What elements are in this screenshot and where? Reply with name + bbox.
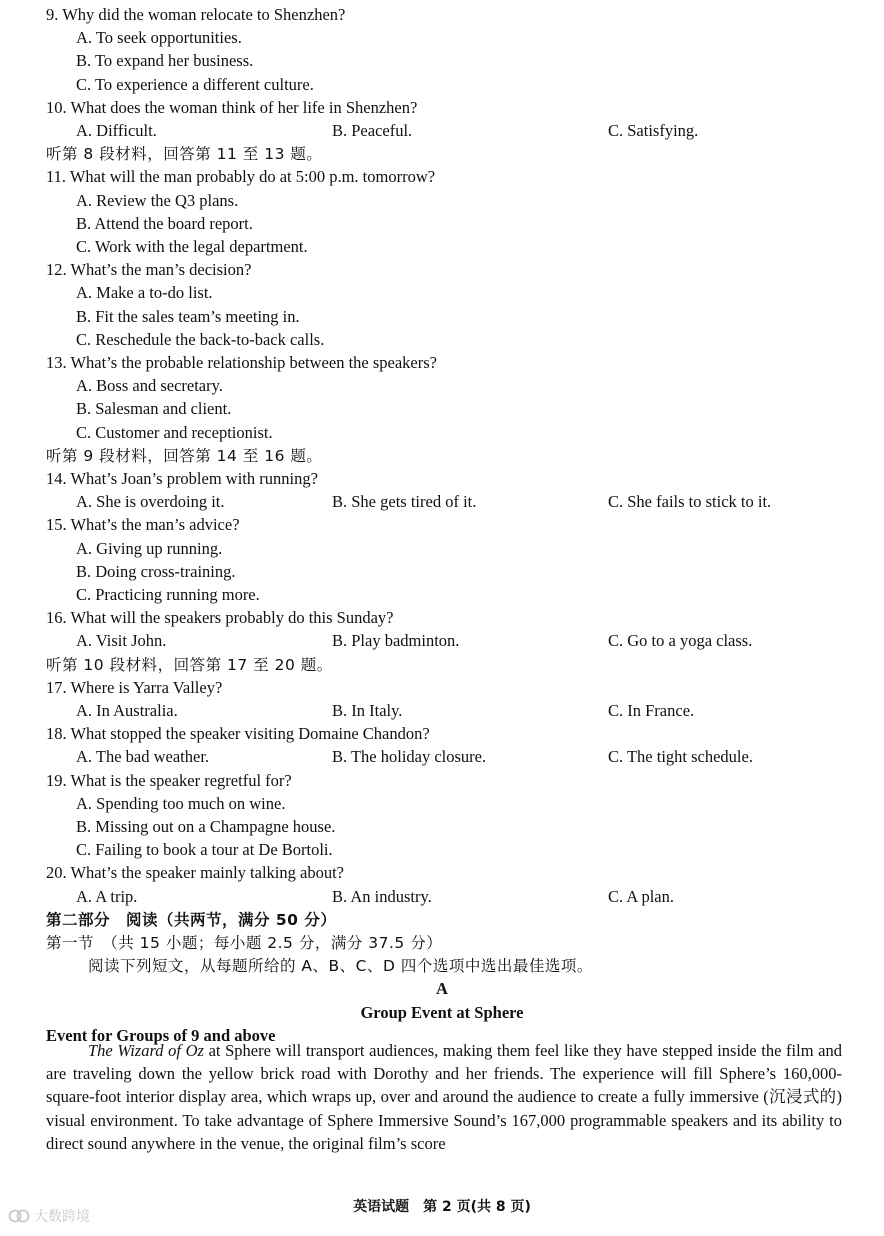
answer-option: B. She gets tired of it. [332, 492, 477, 512]
listening-section-heading: 听第 10 段材料，回答第 17 至 20 题。 [46, 655, 333, 674]
answer-option: A. Boss and secretary. [76, 376, 223, 396]
question-stem: 19. What is the speaker regretful for? [46, 770, 292, 790]
answer-option: C. Customer and receptionist. [76, 422, 273, 442]
answer-option: A. Giving up running. [76, 538, 223, 558]
answer-option: B. Peaceful. [332, 121, 413, 140]
answer-option: B. In Italy. [332, 701, 403, 720]
answer-option: B. An industry. [332, 886, 432, 906]
answer-option: A. Make a to-do list. [76, 283, 213, 303]
passage-title: Group Event at Sphere [360, 1002, 524, 1022]
answer-option: C. Failing to book a tour at De Bortoli. [76, 840, 333, 860]
instruction: 阅读下列短文，从每题所给的 A、B、C、D 四个选项中选出最佳选项。 [88, 957, 593, 976]
answer-option: C. The tight schedule. [608, 747, 753, 767]
answer-option: C. Go to a yoga class. [608, 631, 753, 651]
passage-italic-title: The Wizard of Oz [88, 1041, 204, 1060]
answer-option: B. To expand her business. [76, 51, 254, 71]
answer-option: A. Visit John. [76, 631, 167, 651]
watermark-text: 大数跨境 [34, 1209, 90, 1225]
question-stem: 20. What’s the speaker mainly talking about? [46, 863, 344, 883]
answer-option: A. Review the Q3 plans. [76, 190, 239, 210]
answer-option: B. Fit the sales team’s meeting in. [76, 306, 300, 326]
question-stem: 9. Why did the woman relocate to Shenzhen? [46, 5, 346, 24]
answer-option: C. To experience a different culture. [76, 74, 314, 94]
answer-option: B. The holiday closure. [332, 747, 487, 767]
answer-option: A. Difficult. [76, 121, 157, 140]
answer-option: B. Doing cross-training. [76, 561, 236, 581]
question-stem: 17. Where is Yarra Valley? [46, 677, 223, 697]
question-stem: 12. What’s the man’s decision? [46, 260, 252, 280]
answer-option: C. Practicing running more. [76, 585, 260, 604]
answer-option: A. She is overdoing it. [76, 492, 225, 512]
answer-option: B. Play badminton. [332, 631, 460, 651]
answer-option: C. She fails to stick to it. [608, 492, 772, 512]
answer-option: B. Missing out on a Champagne house. [76, 817, 336, 836]
question-stem: 13. What’s the probable relationship between the speakers? [46, 353, 437, 372]
answer-option: A. Spending too much on wine. [76, 793, 286, 813]
answer-option: B. Salesman and client. [76, 399, 232, 419]
question-stem: 11. What will the man probably do at 5:00 p.m. tomorrow? [46, 167, 436, 187]
part-heading: 第二部分 阅读（共两节，满分 50 分） [46, 910, 337, 929]
answer-option: B. Attend the board report. [76, 213, 253, 233]
watermark [8, 1206, 90, 1226]
answer-option: C. Satisfying. [608, 121, 699, 140]
question-stem: 15. What’s the man’s advice? [46, 515, 240, 535]
answer-option: A. To seek opportunities. [76, 28, 242, 48]
passage-body [46, 1039, 842, 1155]
answer-option: C. Work with the legal department. [76, 237, 308, 256]
listening-section-heading: 听第 9 段材料，回答第 14 至 16 题。 [46, 446, 323, 465]
answer-option: C. A plan. [608, 886, 675, 906]
answer-option: A. A trip. [76, 886, 138, 906]
answer-option: A. The bad weather. [76, 747, 210, 767]
section-heading: 第一节 （共 15 小题；每小题 2.5 分，满分 37.5 分） [46, 934, 443, 952]
passage-letter: A [436, 979, 448, 999]
answer-option: C. Reschedule the back-to-back calls. [76, 329, 325, 349]
page-footer: 英语试题 第 2 页(共 8 页) [353, 1199, 531, 1215]
question-stem: 10. What does the woman think of her life in Shenzhen? [46, 97, 418, 117]
question-stem: 16. What will the speakers probably do this Sunday? [46, 608, 394, 628]
passage-subhead: Event for Groups of 9 and above [46, 1025, 276, 1045]
listening-section-heading: 听第 8 段材料，回答第 11 至 13 题。 [46, 145, 323, 164]
answer-option: A. In Australia. [76, 701, 178, 720]
question-stem: 18. What stopped the speaker visiting Domaine Chandon? [46, 724, 430, 744]
passage-text: at Sphere will transport audiences, making them feel like they have stepped inside the film and are traveling down the yellow brick road with Dorothy and her friends. The experience will fill Sphere’s 160,000-square-foot interior display area, which wraps up, over and around the audience to create a fully immersive (沉浸式的) visual environment. To take advantage of Sphere Immersive Sound’s 167,000 programmable speakers and its ability to direct sound anywhere in the venue, the original film’s score [46, 1041, 842, 1153]
watermark-logo-icon [8, 1207, 30, 1225]
question-stem: 14. What’s Joan’s problem with running? [46, 469, 318, 488]
answer-option: C. In France. [608, 701, 695, 720]
